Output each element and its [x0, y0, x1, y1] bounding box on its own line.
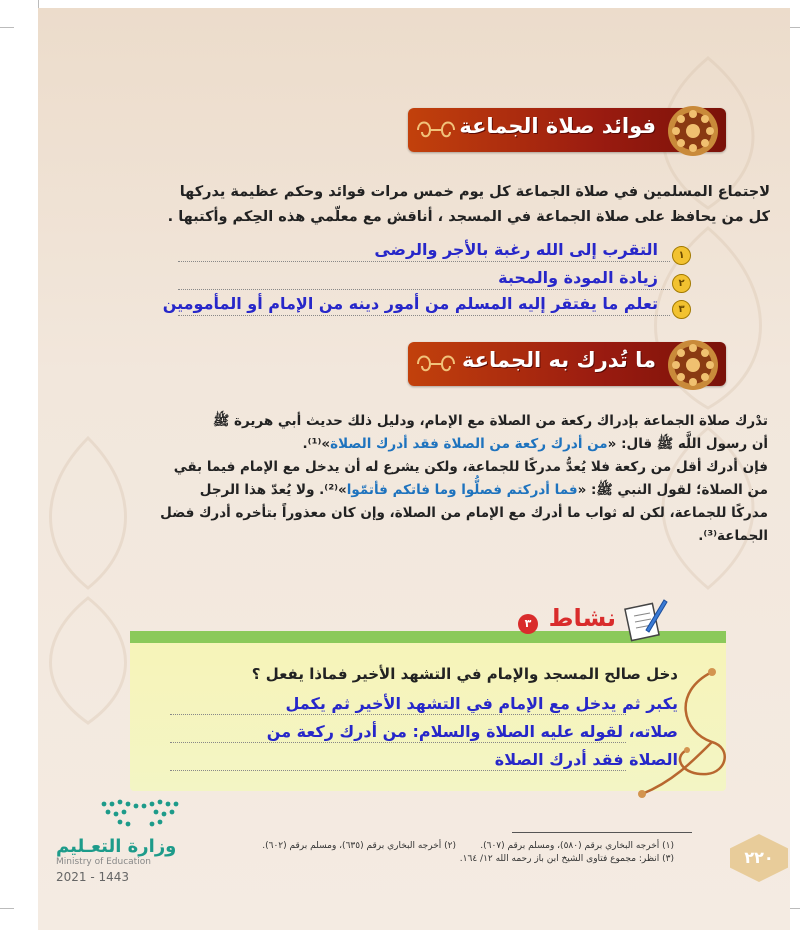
intro-line: لاجتماع المسلمين في صلاة الجماعة كل يوم خمس مرات فوائد وحكم عظيمة يدركها	[179, 184, 770, 200]
section-title: ما تُدرك به الجماعة	[461, 348, 656, 372]
activity-label: نشاط	[548, 604, 616, 632]
page-number: ٢٢٠	[744, 848, 774, 867]
ministry-logo-icon	[96, 796, 188, 832]
section-banner-benefits	[408, 108, 726, 152]
body-paragraph	[68, 410, 768, 548]
body-line: مدركًا للجماعة، لكن له ثواب ما أدرك مع الإمام من الصلاة، وإن كان معذوراً بتأخره أدرك فضل	[160, 505, 768, 521]
section-banner-prayer	[408, 342, 726, 386]
scroll-ornament-icon	[414, 348, 458, 380]
footnote: (٣) انظر: مجموع فتاوى الشيخ ابن باز رحمه الله ١٢/ ١٦٤.	[459, 854, 674, 864]
body-line	[68, 479, 768, 502]
rosette-icon	[666, 104, 720, 158]
ministry-year: 2021 - 1443	[56, 870, 130, 884]
section-title: فوائد صلاة الجماعة	[459, 114, 656, 138]
item-number-badge: ٣	[672, 300, 691, 319]
notepad-pen-icon	[620, 596, 668, 642]
footnote: (٢) أخرجه البخاري برقم (٦٣٥)، ومسلم برقم (٦٠٢).	[262, 841, 456, 851]
activity-answer-line: يكبر ثم يدخل مع الإمام في التشهد الأخير ثم يكمل	[285, 694, 678, 713]
body-text: »⁽¹⁾.	[302, 436, 331, 452]
activity-answer-line: الصلاة فقد أدرك الصلاة	[494, 750, 678, 769]
item-number-badge: ٢	[672, 274, 691, 293]
ministry-name-english: Ministry of Education	[56, 857, 151, 867]
body-line: تدْرك صلاة الجماعة بإدراك ركعة من الصلاة مع الإمام، ودليل ذلك حديث أبي هريرة ﷺ	[213, 413, 768, 429]
activity-badge	[518, 602, 668, 642]
footnote: (١) أخرجه البخاري برقم (٥٨٠)، ومسلم برقم (٦٠٧).	[480, 841, 674, 851]
body-line: الجماعة⁽³⁾.	[698, 528, 768, 544]
scroll-ornament-icon	[414, 114, 458, 146]
body-text: من الصلاة؛ لقول النبي ﷺ: «	[577, 482, 768, 498]
crop-mark	[0, 908, 14, 909]
body-line	[68, 433, 768, 456]
body-text: أن رسول اللَّه ﷺ قال: «	[607, 436, 768, 452]
body-line: فإن أدرك أقل من ركعة فلا يُعدُّ مدركًا للجماعة، ولكن يشرع له أن يدخل مع الإمام فيما بقي	[173, 459, 768, 475]
activity-number-badge: ٣	[518, 614, 538, 634]
floral-swirl-decoration	[612, 662, 732, 802]
hadith-quote: من أدرك ركعة من الصلاة فقد أدرك الصلاة	[330, 436, 608, 452]
hadith-quote: فما أدركتم فصلُّوا وما فاتكم فأتمّوا	[346, 482, 578, 498]
activity-answer-line: صلاته، لقوله عليه الصلاة والسلام: من أدرك ركعة من	[266, 722, 678, 741]
intro-paragraph	[70, 180, 770, 230]
ministry-name-arabic: وزارة التعـليم	[56, 836, 177, 857]
activity-question: دخل صالح المسجد والإمام في التشهد الأخير فماذا يفعل ؟	[251, 665, 678, 683]
textbook-page	[38, 8, 790, 930]
body-text: »⁽²⁾. ولا يُعدّ هذا الرجل	[199, 482, 347, 498]
intro-line: كل من يحافظ على صلاة الجماعة في المسجد ، أناقش مع معلّمي هذه الحِكم وأكتبها .	[167, 209, 770, 225]
footnote-separator	[512, 832, 692, 833]
answer-text: التقرب إلى الله رغبة بالأجر والرضى	[374, 240, 658, 259]
rosette-icon	[666, 338, 720, 392]
answer-text: تعلم ما يفتقر إليه المسلم من أمور دينه من الإمام أو المأمومين	[162, 294, 658, 313]
item-number-badge: ١	[672, 246, 691, 265]
answer-text: زيادة المودة والمحبة	[498, 268, 658, 287]
crop-mark	[0, 27, 14, 28]
